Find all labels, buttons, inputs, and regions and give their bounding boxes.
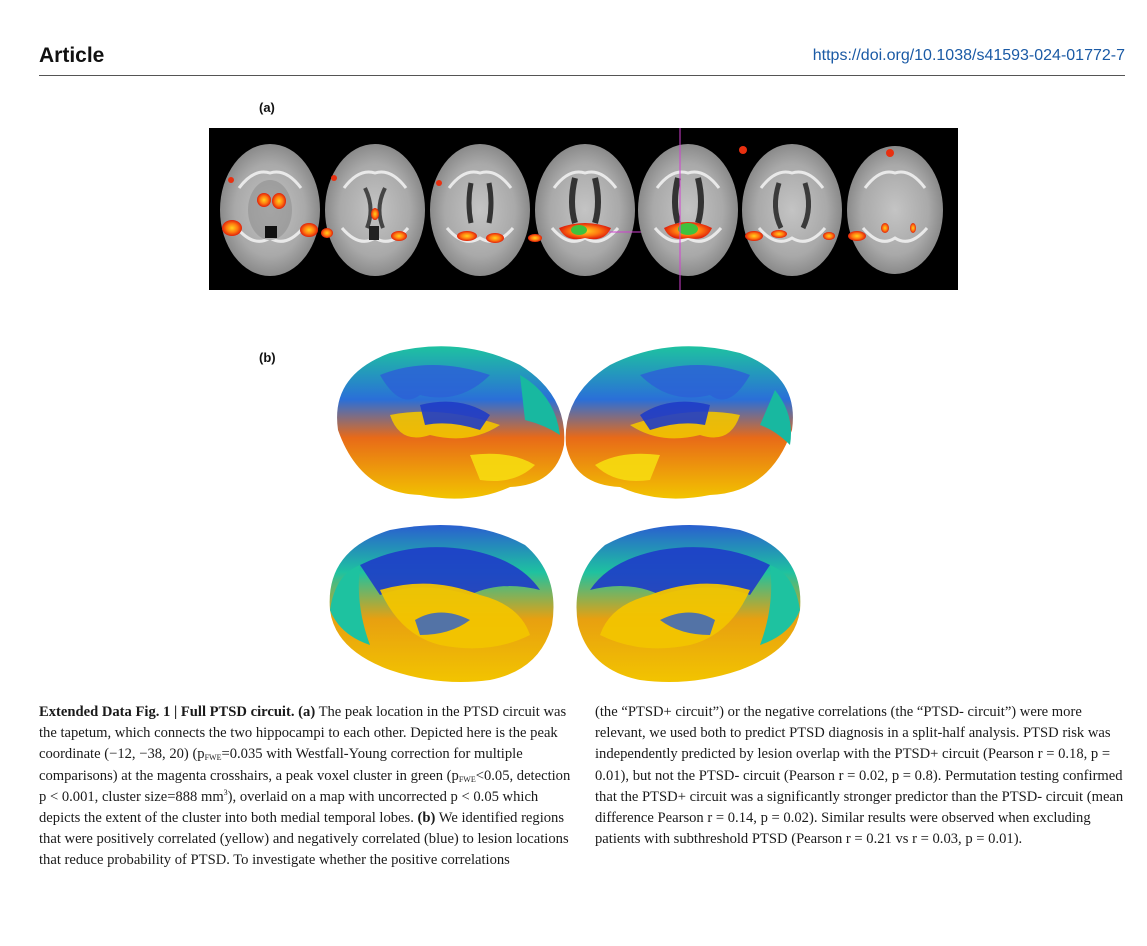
- caption-label-b: (b): [417, 810, 436, 827]
- caption-a-text-4: ), overlaid on a map with uncorrected p < 0.05 which depicts the extent of the cluster into both medial temporal lobes.: [39, 788, 539, 827]
- caption-sub-fwe-1: FWE: [204, 753, 222, 763]
- brain-left-lateral: [337, 346, 564, 498]
- header-rule: [39, 75, 1125, 76]
- brain-right-medial: [577, 525, 801, 682]
- caption-sup-3: 3: [223, 787, 228, 797]
- caption-b-text-left: We identified regions that were positively correlated (yellow) and negatively correlated (blue) to lesion locations that reduce probability of PTSD. To investigate whether the positive correlations: [39, 810, 569, 869]
- brain-right-lateral: [566, 346, 793, 498]
- caption-a-text-1: The peak location in the PTSD circuit was the tapetum, which connects the two hippocampi to each other. Depicted here is the peak coordinate (−12, −38, 20) (p: [39, 704, 567, 763]
- caption-a-text-3: <0.05, detection p < 0.001, cluster size=888 mm: [39, 767, 571, 805]
- panel-b-cortical-surfaces: [320, 335, 810, 695]
- panel-b-label: (b): [259, 350, 276, 365]
- panel-a-axial-slices: [209, 128, 958, 290]
- caption-a-text-2: =0.035 with Westfall-Young correction for multiple comparisons) at the magenta crosshairs, a peak voxel cluster in green (p: [39, 746, 523, 784]
- header-section-label: Article: [39, 44, 105, 67]
- axial-slice-6: [742, 144, 842, 276]
- figure-caption-left: [39, 702, 571, 872]
- axial-slice-7: [847, 146, 943, 274]
- axial-slice-1: [220, 144, 320, 276]
- axial-slice-3: [430, 144, 530, 276]
- brain-left-medial: [330, 525, 554, 682]
- caption-right-text: (the “PTSD+ circuit”) or the negative correlations (the “PTSD- circuit”) were more relevant, we used both to predict PTSD diagnosis in a split-half analysis. PTSD risk was independently predicted by lesion overlap with the PTSD+ circuit (Pearson r = 0.18, p = 0.01), but not the PTSD- circuit (Pearson r = 0.02, p = 0.8). Permutation testing confirmed that the PTSD+ circuit was a significantly stronger predictor than the PTSD- circuit (mean difference Pearson r = 0.14, p = 0.02). Similar results were observed when excluding patients with subthreshold PTSD (Pearson r = 0.21 vs r = 0.03, p = 0.01).: [595, 704, 1124, 848]
- doi-link[interactable]: https://doi.org/10.1038/s41593-024-01772-7: [812, 47, 1125, 64]
- panel-a-label: (a): [259, 100, 275, 115]
- caption-label-a: (a): [298, 704, 316, 720]
- figure-title: Extended Data Fig. 1 | Full PTSD circuit.: [39, 704, 295, 720]
- figure-caption-right: [595, 702, 1125, 850]
- caption-sub-fwe-2: FWE: [458, 774, 476, 784]
